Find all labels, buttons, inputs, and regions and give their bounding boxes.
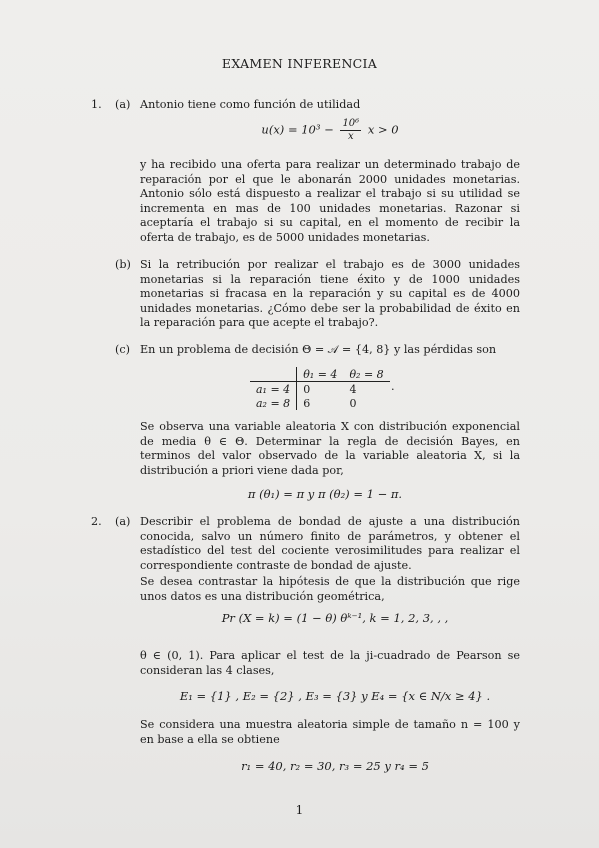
formula-denominator: x <box>347 131 354 142</box>
loss-table-cell: 4 <box>349 382 357 396</box>
loss-table <box>250 367 390 410</box>
question-2-number: 2. <box>91 515 102 528</box>
loss-table-header: θ₂ = 8 <box>343 367 389 382</box>
page-number: 1 <box>295 803 304 817</box>
q2a-body3: θ ∈ (0, 1). Para aplicar el test de la ji-cuadrado de Pearson se consideran las 4 clases, <box>140 649 520 677</box>
loss-table-row-label: a₂ = 8 <box>256 396 291 410</box>
q1a-body: y ha recibido una oferta para realizar un determinado trabajo de reparación por el que le abonarán 2000 unidades monetarias. Antonio sólo está dispuesto a realizar el trabajo si su utilidad se incrementa en mas de 100 unidades monetarias. Razonar si aceptaría el trabajo si su capital, en el momento de recibir la oferta de trabajo, es de 5000 unidades monetarias. <box>140 158 520 244</box>
formula-numerator: 10⁶ <box>342 118 360 129</box>
q1b-body: Si la retribución por realizar el trabajo es de 3000 unidades monetarias si la reparación tiene éxito y de 1000 unidades monetarias si fracasa en la reparación y su capital es de 4000 unidades monetarias. ¿Cómo debe ser la probabilidad de éxito en la reparación para que acepte el trabajo?. <box>140 258 520 330</box>
q1c-body: Se observa una variable aleatoria X con distribución exponencial de media θ ∈ Θ. Determinar la regla de decisión Bayes, en terminos del valor observado de la variable aleatoria X, si la distribución a priori viene dada por, <box>140 420 520 477</box>
formula-fraction <box>340 118 361 143</box>
loss-table-row <box>250 396 390 410</box>
q2a-body4: Se considera una muestra aleatoria simple de tamaño n = 100 y en base a ella se obtiene <box>140 718 520 746</box>
loss-table-header-row <box>250 367 390 382</box>
loss-table-header: θ₁ = 4 <box>297 367 344 382</box>
q2a-counts-formula: r₁ = 40, r₂ = 30, r₃ = 25 y r₄ = 5 <box>241 759 429 773</box>
loss-table-cell: 6 <box>297 396 344 410</box>
q1a-label: (a) <box>115 98 131 111</box>
q2a-body: Describir el problema de bondad de ajuste a una distribución conocida, salvo un número finito de parámetros, y obtener el estadístico del test del cociente verosimilitudes para realizar el correspondiente contraste de bondad de ajuste. <box>140 515 520 572</box>
q1b-label: (b) <box>115 258 131 271</box>
loss-table-row <box>250 382 390 397</box>
q1a-intro: Antonio tiene como función de utilidad <box>140 98 361 111</box>
q2a-label: (a) <box>115 515 131 528</box>
q1a-utility-formula <box>200 118 460 143</box>
q1c-label: (c) <box>115 343 130 356</box>
question-1-number: 1. <box>91 98 102 111</box>
loss-table-dot: . <box>391 380 395 393</box>
q2a-geometric-formula: Pr (X = k) = (1 − θ) θᵏ⁻¹, k = 1, 2, 3, , , <box>221 611 449 625</box>
exam-title: EXAMEN INFERENCIA <box>221 56 378 71</box>
loss-table-cell: 0 <box>297 382 344 397</box>
q2a-classes-formula: E₁ = {1} , E₂ = {2} , E₃ = {3} y E₄ = {x ∈ N/x ≥ 4} . <box>179 689 491 703</box>
formula-left: u(x) = 10³ − <box>261 122 334 137</box>
loss-table-row-label: a₁ = 4 <box>256 382 291 396</box>
q1c-prior-formula: π (θ₁) = π y π (θ₂) = 1 − π. <box>247 487 403 501</box>
formula-right: x > 0 <box>367 122 399 137</box>
loss-table-cell: 0 <box>349 396 357 410</box>
q2a-body2: Se desea contrastar la hipótesis de que la distribución que rige unos datos es una distribución geométrica, <box>140 575 520 603</box>
q1c-intro: En un problema de decisión Θ = 𝒜 = {4, 8} y las pérdidas son <box>140 343 497 356</box>
